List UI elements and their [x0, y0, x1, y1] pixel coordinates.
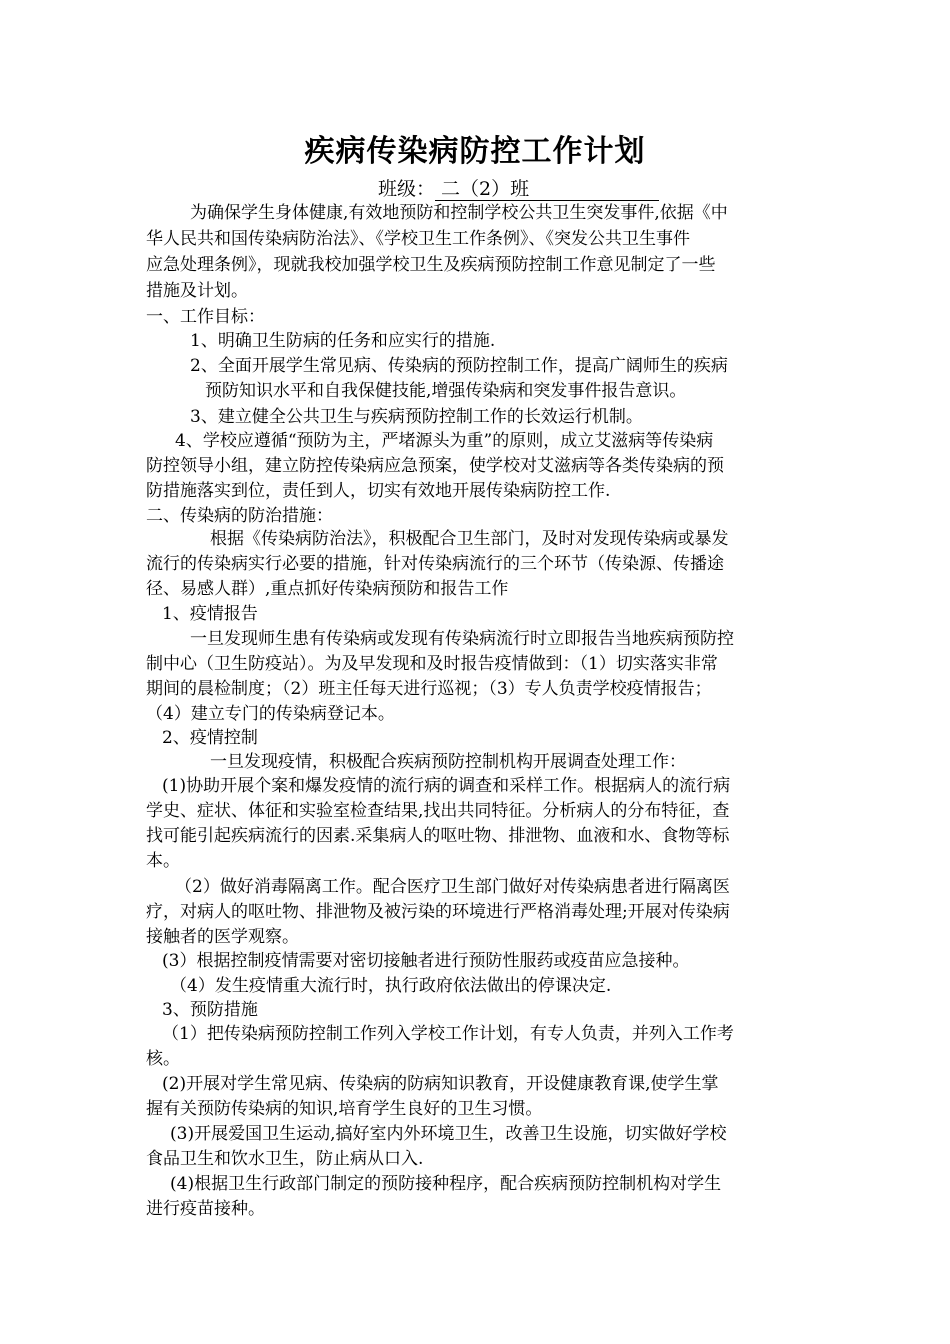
body-line: 4、学校应遵循“预防为主，严堵源头为重”的原则，成立艾滋病等传染病	[175, 431, 714, 451]
body-line: (3)开展爱国卫生运动,搞好室内外环境卫生，改善卫生设施，切实做好学校	[170, 1124, 727, 1144]
body-line: 制中心（卫生防疫站）。为及早发现和及时报告疫情做到：（1）切实落实非常	[146, 654, 718, 674]
body-line: 3、建立健全公共卫生与疾病预防控制工作的长效运行机制。	[190, 407, 643, 427]
body-line: (3）根据控制疫情需要对密切接触者进行预防性服药或疫苗应急接种。	[162, 951, 690, 971]
class-label: 班级：	[378, 178, 436, 200]
body-line: 应急处理条例》，现就我校加强学校卫生及疾病预防控制工作意见制定了一些	[146, 255, 716, 275]
body-line: 一旦发现疫情，积极配合疾病预防控制机构开展调查处理工作：	[210, 752, 686, 772]
body-line: 进行疫苗接种。	[146, 1199, 265, 1219]
body-line: 为确保学生身体健康,有效地预防和控制学校公共卫生突发事件,依据《中	[190, 203, 728, 223]
body-line: 1、疫情报告	[162, 604, 258, 624]
body-line: 一、工作目标：	[146, 307, 265, 327]
body-line: (1)协助开展个案和爆发疫情的流行病的调查和采样工作。根据病人的流行病	[162, 776, 731, 796]
body-line: （1）把传染病预防控制工作列入学校工作计划，有专人负责，并列入工作考	[162, 1024, 734, 1044]
body-line: 核。	[146, 1049, 180, 1069]
body-line: 防控领导小组，建立防控传染病应急预案，使学校对艾滋病等各类传染病的预	[146, 456, 724, 476]
body-line: 食品卫生和饮水卫生，防止病从口入.	[146, 1149, 424, 1169]
body-line: 措施及计划。	[146, 281, 248, 301]
body-line: (2)开展对学生常见病、传染病的防病知识教育，开设健康教育课,使学生掌	[162, 1074, 719, 1094]
body-line: 找可能引起疾病流行的因素.采集病人的呕吐物、排泄物、血液和水、食物等标	[146, 826, 730, 846]
body-line: （2）做好消毒隔离工作。配合医疗卫生部门做好对传染病患者进行隔离医	[175, 877, 730, 897]
class-value: 二（2）班	[435, 178, 659, 201]
body-line: 本。	[146, 851, 180, 871]
body-line: 握有关预防传染病的知识,培育学生良好的卫生习惯。	[146, 1099, 543, 1119]
body-line: 2、全面开展学生常见病、传染病的预防控制工作，提高广阔师生的疾病	[190, 356, 728, 376]
body-line: 学史、症状、体征和实验室检查结果,找出共同特征。分析病人的分布特征，查	[146, 801, 730, 821]
body-line: 3、预防措施	[162, 1000, 258, 1020]
body-line: 二、传染病的防治措施：	[146, 506, 333, 526]
body-line: 接触者的医学观察。	[146, 927, 299, 947]
body-line: 一旦发现师生患有传染病或发现有传染病流行时立即报告当地疾病预防控	[190, 629, 734, 649]
document-title: 疾病传染病防控工作计划	[304, 134, 646, 169]
body-line: 华人民共和国传染病防治法》、《学校卫生工作条例》、《突发公共卫生事件	[146, 229, 690, 249]
body-line: 防措施落实到位，责任到人，切实有效地开展传染病防控工作.	[146, 481, 611, 501]
body-line: （4）发生疫情重大流行时，执行政府依法做出的停课决定.	[170, 976, 612, 996]
body-line: 2、疫情控制	[162, 728, 258, 748]
body-line: (4)根据卫生行政部门制定的预防接种程序，配合疾病预防控制机构对学生	[170, 1174, 722, 1194]
body-line: 径、易感人群）,重点抓好传染病预防和报告工作	[146, 579, 509, 599]
body-line: 流行的传染病实行必要的措施，针对传染病流行的三个环节（传染源、传播途	[146, 554, 724, 574]
body-line: 疗，对病人的呕吐物、排泄物及被污染的环境进行严格消毒处理;开展对传染病	[146, 902, 730, 922]
body-line: 根据《传染病防治法》，积极配合卫生部门，及时对发现传染病或暴发	[210, 529, 729, 549]
body-line: 期间的晨检制度；（2）班主任每天进行巡视；（3）专人负责学校疫情报告；	[146, 679, 712, 699]
class-line	[378, 176, 659, 202]
body-line: 1、明确卫生防病的任务和应实行的措施.	[190, 331, 496, 351]
body-line: 预防知识水平和自我保健技能,增强传染病和突发事件报告意识。	[205, 381, 687, 401]
body-line: （4）建立专门的传染病登记本。	[146, 704, 395, 724]
